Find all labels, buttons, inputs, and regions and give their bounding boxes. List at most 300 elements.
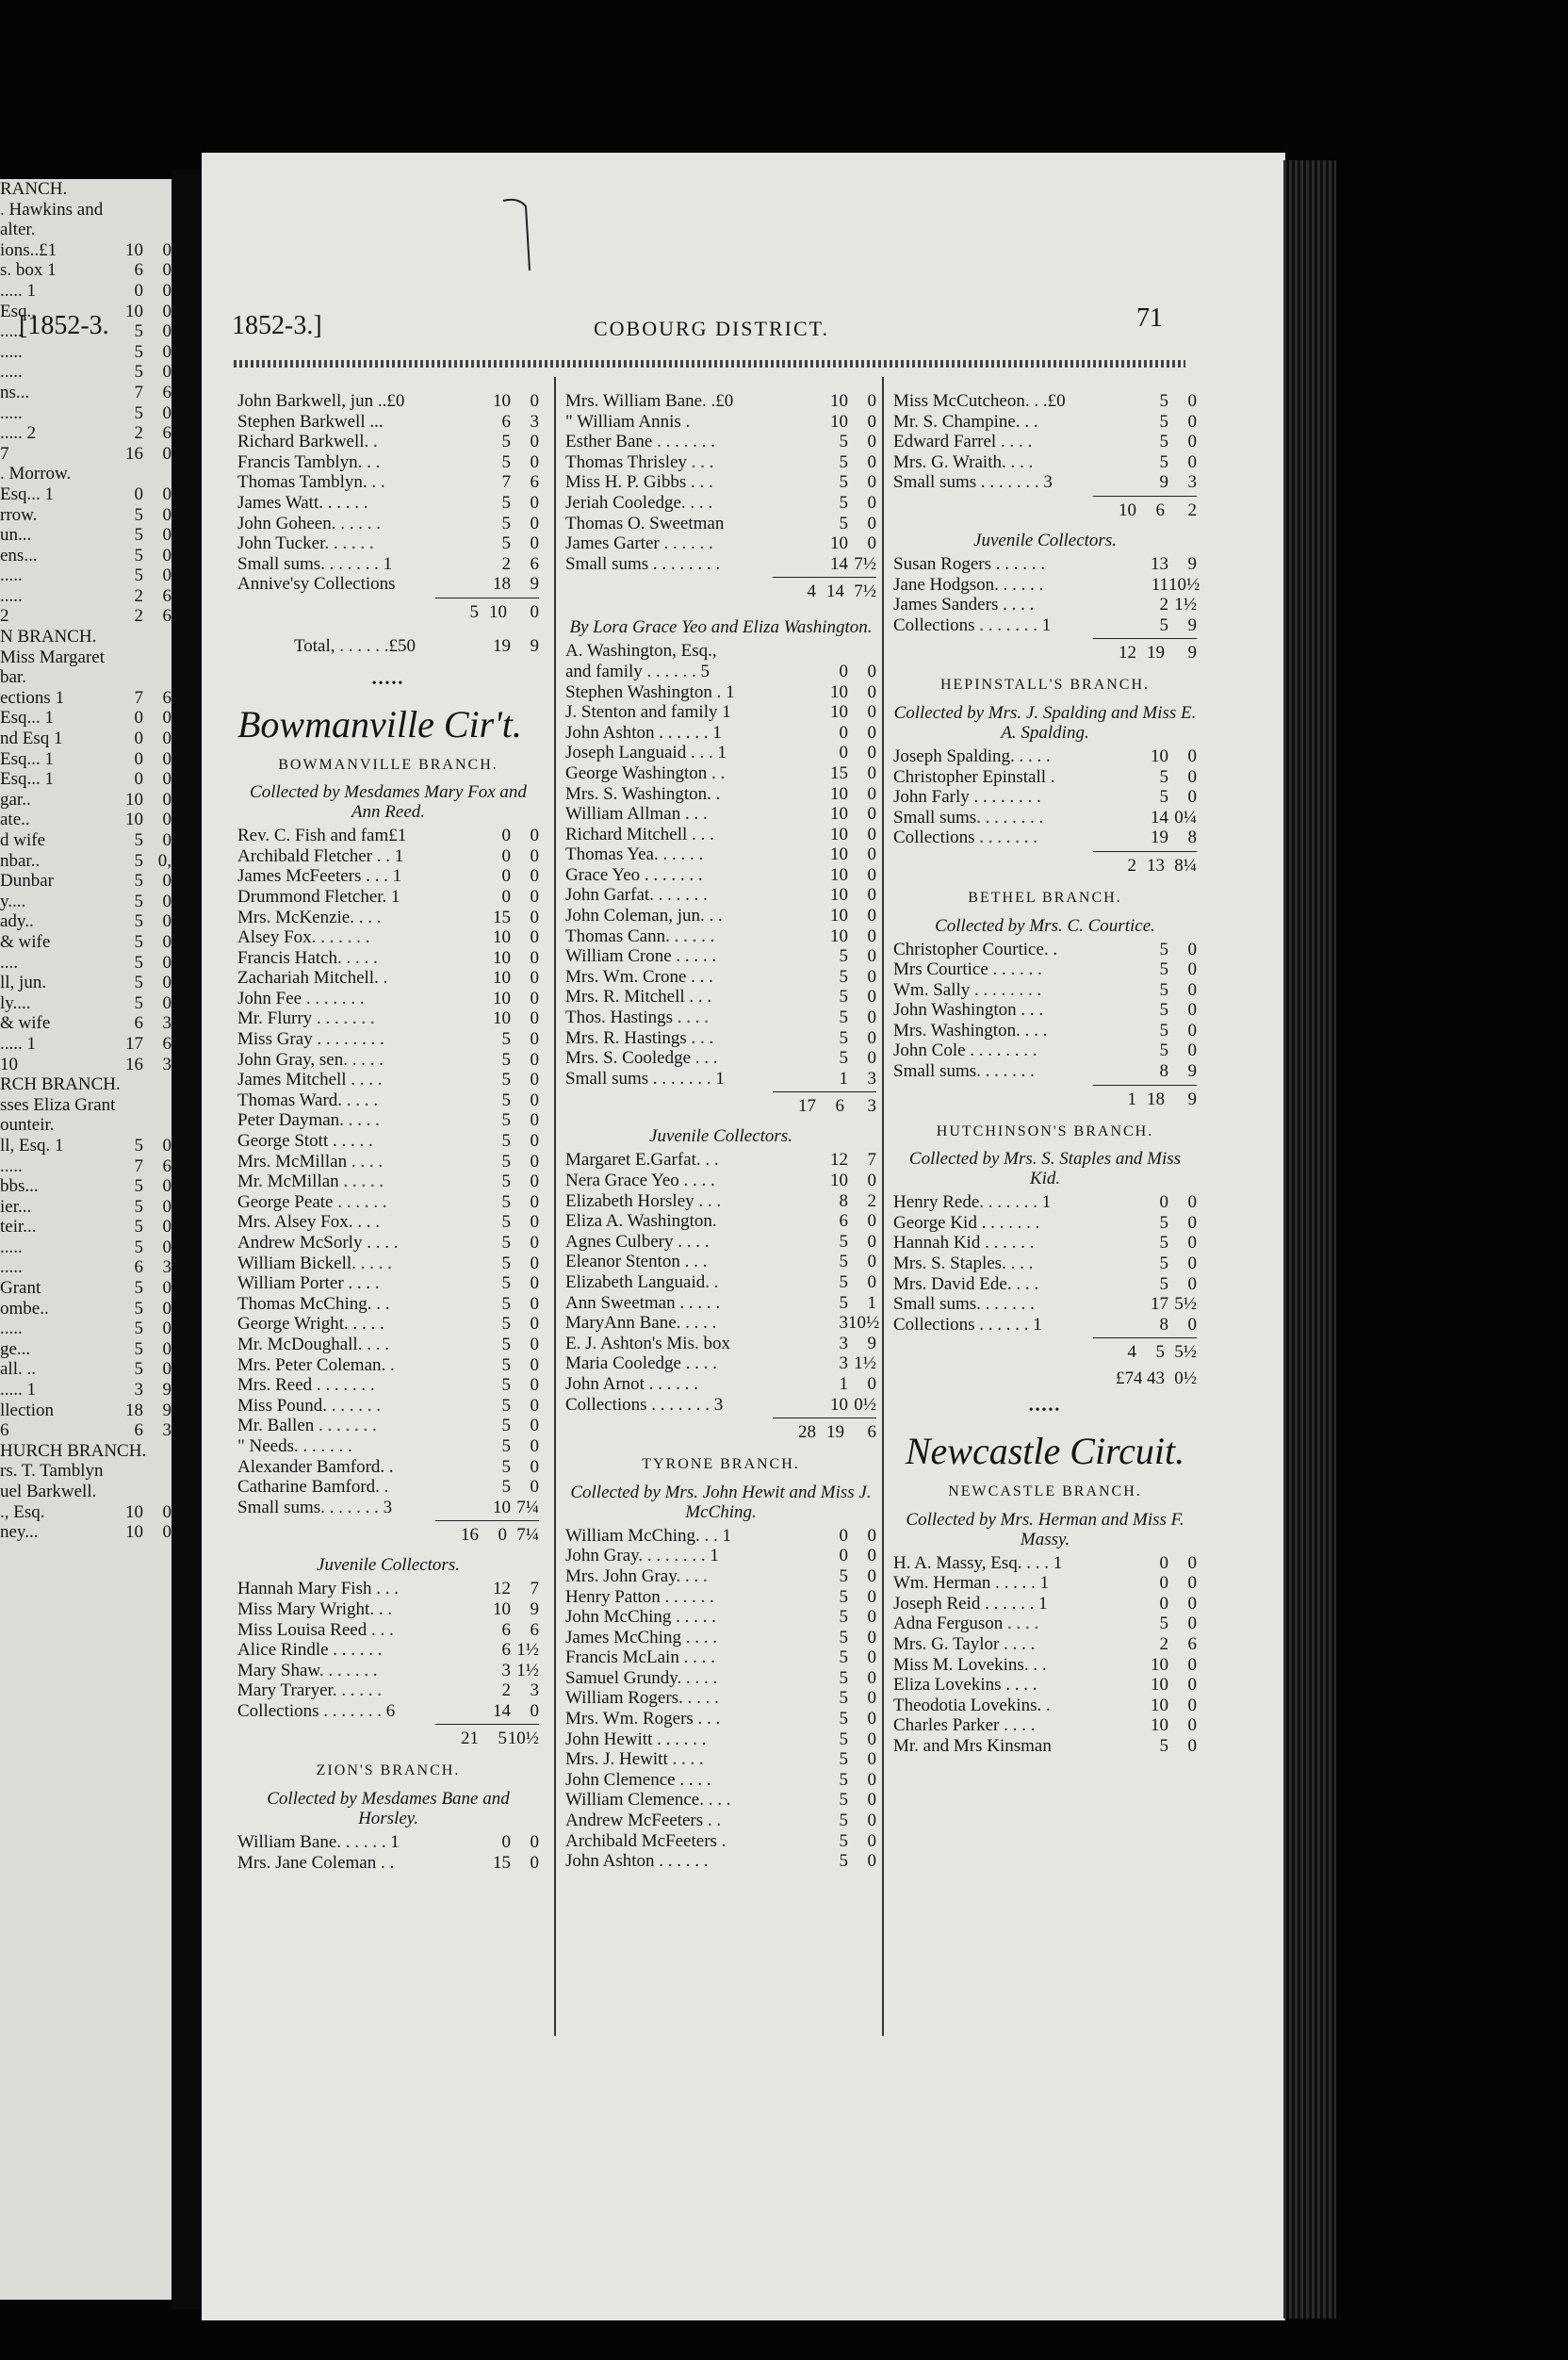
subscriber-name: Miss Pound. . . . . . . xyxy=(237,1395,382,1416)
left-page-cell: 0 xyxy=(134,769,143,790)
amount-pence: 6 xyxy=(530,553,539,574)
left-page-cell: 0 xyxy=(162,871,172,892)
ledger-row xyxy=(237,1599,539,1620)
subscriber-name: Henry Patton . . . . . . xyxy=(565,1586,714,1607)
subscriber-name: George Kid . . . . . . . xyxy=(893,1212,1040,1233)
total-figure: 2 xyxy=(1127,855,1136,876)
subscriber-name: Mrs. McMillan . . . . xyxy=(237,1151,384,1172)
left-page-row xyxy=(0,1441,172,1462)
ledger-row xyxy=(237,826,539,846)
amount-shillings: 10 xyxy=(493,1008,511,1029)
left-page-cell: 5 xyxy=(134,931,143,952)
amount-shillings: 5 xyxy=(1159,391,1168,411)
subtotal-rule xyxy=(1093,1337,1197,1338)
district-total: Total, . . . . . .£50 19 9 xyxy=(294,635,539,656)
left-page-cell: sses Eliza Grant xyxy=(0,1094,116,1115)
subscriber-name: Stephen Barkwell ... xyxy=(237,411,384,432)
subscriber-name: John Barkwell, jun ..£0 xyxy=(237,391,405,411)
ledger-row xyxy=(565,906,876,926)
left-page-row xyxy=(0,525,172,546)
subscriber-name: Thomas Cann. . . . . . xyxy=(565,926,715,946)
amount-shillings: 5 xyxy=(501,1416,511,1436)
amount-shillings: 8 xyxy=(1159,1061,1168,1082)
left-page-cell xyxy=(143,1074,172,1095)
amount-shillings: 5 xyxy=(839,1292,848,1313)
left-page-cell: & wife xyxy=(0,931,51,952)
amount-shillings: 5 xyxy=(501,432,511,452)
amount-pence: 0 xyxy=(1187,979,1197,1000)
amount-pence: 0 xyxy=(867,432,876,452)
amount-pence xyxy=(848,641,876,662)
left-page-cell: ..... xyxy=(0,585,23,606)
left-page-cell: alter. xyxy=(0,220,36,240)
amount-pence: 1½ xyxy=(854,1353,876,1374)
ledger-row xyxy=(565,723,876,744)
subscriber-name: Collections . . . . . . 1 xyxy=(893,1314,1042,1335)
left-page-cell: 0 xyxy=(162,321,172,342)
ledger-row xyxy=(565,1831,876,1852)
ledger-row xyxy=(565,1353,876,1374)
ledger-row xyxy=(893,1655,1197,1676)
ledger-row xyxy=(237,887,539,908)
total-figure: 18 xyxy=(1147,1089,1165,1109)
subscriber-name: Eliza Lovekins . . . . xyxy=(893,1675,1037,1696)
amount-shillings: 5 xyxy=(501,1110,511,1131)
amount-shillings: 5 xyxy=(839,1830,848,1851)
left-page-row xyxy=(0,362,172,383)
ledger-row xyxy=(893,1294,1197,1315)
amount-pence: 0 xyxy=(867,681,876,702)
left-page-row xyxy=(0,260,172,281)
amount-shillings: 3 xyxy=(839,1313,848,1334)
left-page-cell: . Morrow. xyxy=(0,464,72,484)
amount-pence: 0 xyxy=(867,1769,876,1790)
amount-shillings xyxy=(827,641,848,662)
subscriber-name: Jane Hodgson. . . . . . xyxy=(893,574,1044,595)
subscriber-name: Thomas Thrisley . . . xyxy=(565,451,714,472)
total-figure: 7¼ xyxy=(516,1525,539,1546)
left-page-cell xyxy=(143,667,172,688)
ledger-row xyxy=(893,1675,1197,1696)
amount-pence: 0 xyxy=(530,1049,539,1070)
left-page-cell: 5 xyxy=(134,891,143,911)
amount-shillings: 3 xyxy=(839,1353,848,1374)
ledger-row xyxy=(893,1573,1197,1594)
amount-pence: 0 xyxy=(530,432,539,452)
amount-pence: 0 xyxy=(867,783,876,804)
subscriber-name: William Porter . . . . xyxy=(237,1273,380,1294)
amount-shillings: 5 xyxy=(501,1334,511,1354)
amount-shillings: 5 xyxy=(839,1688,848,1709)
amount-pence: 0 xyxy=(867,702,876,723)
left-page-row xyxy=(0,810,172,830)
left-page-cell: ..... xyxy=(0,1257,23,1278)
total-figure: 4 xyxy=(1127,1342,1136,1363)
ledger-row xyxy=(893,391,1197,412)
left-page-row xyxy=(0,281,172,302)
amount-shillings: 10 xyxy=(493,1497,511,1517)
left-page-cell: 0 xyxy=(162,362,172,383)
left-page-cell: 5 xyxy=(134,545,143,565)
subscriber-name: Hannah Kid . . . . . . xyxy=(893,1233,1035,1254)
amount-pence: 0 xyxy=(867,762,876,783)
amount-pence: 0 xyxy=(1187,1212,1197,1233)
left-page-cell: 5 xyxy=(134,1176,143,1197)
left-page-cell: Miss Margaret xyxy=(0,647,105,667)
left-page-row xyxy=(0,444,172,465)
amount-shillings: 5 xyxy=(839,1252,848,1272)
subscriber-name: MaryAnn Bane. . . . . xyxy=(565,1313,717,1334)
left-page-cell: 6 xyxy=(0,1420,9,1441)
ledger-row xyxy=(237,1110,539,1131)
left-page-cell: 5 xyxy=(134,341,143,362)
total-figure: 10 xyxy=(489,601,507,622)
left-page-row xyxy=(0,220,172,240)
amount-shillings: 19 xyxy=(1151,828,1168,848)
left-page-cell: 0 xyxy=(134,483,143,504)
ledger-row xyxy=(237,1090,539,1111)
ledger-row xyxy=(893,828,1197,848)
subscriber-name: Mrs. Jane Coleman . . xyxy=(237,1852,395,1873)
amount-shillings: 5 xyxy=(1159,1000,1168,1021)
left-page-row xyxy=(0,1136,172,1156)
amount-pence: 0 xyxy=(530,1110,539,1131)
subscriber-name: Mrs. McKenzie. . . . xyxy=(237,907,382,927)
ledger-row xyxy=(565,1028,876,1049)
amount-shillings: 5 xyxy=(501,1212,511,1233)
total-figure: 21 xyxy=(461,1729,479,1749)
subscriber-name: Charles Parker . . . . xyxy=(893,1715,1036,1736)
subtotal-rule xyxy=(1093,1085,1197,1086)
amount-pence: 0 xyxy=(867,987,876,1008)
amount-pence: 0 xyxy=(530,1395,539,1416)
left-page-cell: Esq... 1 xyxy=(0,769,54,790)
book-gutter xyxy=(172,170,204,2309)
amount-pence: 0 xyxy=(530,1700,539,1721)
amount-pence: 0 xyxy=(530,1416,539,1436)
subscriber-name: George Washington . . xyxy=(565,762,726,783)
left-page-cell: 2 xyxy=(134,585,143,606)
subscriber-name: Small sums . . . . . . . 1 xyxy=(565,1068,725,1089)
subscriber-name: John Arnot . . . . . . xyxy=(565,1373,698,1394)
amount-pence: 0 xyxy=(530,1456,539,1477)
subscriber-name: John Garfat. . . . . . . xyxy=(565,885,708,906)
left-page-row xyxy=(0,1522,172,1543)
amount-pence: 0 xyxy=(867,513,876,533)
amount-pence: 7 xyxy=(530,1579,539,1599)
amount-shillings: 10 xyxy=(493,1598,511,1619)
total-figure: 14 xyxy=(826,582,844,602)
ledger-row xyxy=(565,1150,876,1171)
subscriber-name: Eleanor Stenton . . . xyxy=(565,1252,708,1272)
ledger-row xyxy=(893,574,1200,596)
amount-shillings: 0 xyxy=(501,866,511,887)
ledger-row xyxy=(565,1252,876,1272)
amount-pence: 0 xyxy=(867,492,876,513)
amount-pence: 0 xyxy=(867,844,876,865)
subscriber-name: Samuel Grundy. . . . . xyxy=(565,1667,718,1688)
circuit-title: Bowmanville Cir't. xyxy=(237,702,522,746)
subscriber-name: John Ashton . . . . . . 1 xyxy=(565,722,722,743)
amount-shillings: 10 xyxy=(830,824,848,844)
total-figure: 1 xyxy=(1127,1089,1136,1109)
amount-pence: 0 xyxy=(867,1607,876,1628)
ledger-row xyxy=(237,948,539,969)
ledger-row xyxy=(565,1546,876,1566)
left-page-cell xyxy=(122,647,143,668)
left-page-cell: 0 xyxy=(162,402,172,423)
left-page-cell: 0 xyxy=(162,830,172,850)
left-page-row xyxy=(0,871,172,892)
subscriber-name: Esther Bane . . . . . . . xyxy=(565,432,715,452)
subscriber-name: Wm. Sally . . . . . . . . xyxy=(893,979,1042,1000)
subscriber-name: Mr. and Mrs Kinsman xyxy=(893,1735,1052,1756)
subscriber-name: Collections . . . . . . . xyxy=(893,828,1038,848)
subscriber-name: Adna Ferguson . . . . xyxy=(893,1614,1039,1634)
amount-pence: 0 xyxy=(867,472,876,493)
left-page-cell: ..... 2 xyxy=(0,423,36,444)
amount-pence: 0 xyxy=(867,1027,876,1048)
left-page-cell: 7 xyxy=(134,687,143,708)
amount-pence: 0 xyxy=(530,826,539,846)
ledger-row xyxy=(893,554,1197,575)
juvenile-list xyxy=(565,1150,880,1415)
subscriber-name: Joseph Spalding. . . . . xyxy=(893,746,1051,766)
left-page-cell: 5 xyxy=(134,321,143,342)
subscriber-name: Mrs. Reed . . . . . . . xyxy=(237,1375,375,1396)
left-page-cell: .... xyxy=(0,952,18,973)
subscriber-name: William McChing. . . 1 xyxy=(565,1525,732,1546)
ledger-row xyxy=(565,702,876,723)
amount-pence: 0 xyxy=(530,1832,539,1853)
amount-pence: 0 xyxy=(1187,451,1197,472)
left-page-row xyxy=(0,953,172,974)
left-page-cell: 0 xyxy=(162,1319,172,1339)
left-page-row xyxy=(0,1278,172,1299)
left-page-cell: Esq... 1 xyxy=(0,748,54,769)
ledger-row xyxy=(893,787,1197,808)
left-page-cell: 10 xyxy=(125,1522,143,1543)
amount-pence: 0 xyxy=(867,1851,876,1872)
juvenile-list xyxy=(237,1579,539,1721)
branch-heading: ZION'S BRANCH. xyxy=(316,1762,461,1779)
amount-pence: 8 xyxy=(1187,828,1197,848)
left-page-row xyxy=(0,627,172,647)
left-page-cell xyxy=(143,1095,172,1116)
amount-pence: 0 xyxy=(867,1586,876,1607)
ledger-row xyxy=(565,1607,876,1628)
left-page-row xyxy=(0,484,172,505)
amount-shillings: 3 xyxy=(501,1660,511,1680)
left-page-cell: 0 xyxy=(162,1278,172,1299)
amount-pence: 0 xyxy=(1187,1041,1197,1061)
ledger-row xyxy=(565,763,876,784)
amount-pence: 0 xyxy=(1187,1273,1197,1294)
ledger-row xyxy=(565,926,876,947)
left-page-cell: ..... 1 xyxy=(0,1033,36,1054)
ledger-row xyxy=(893,1614,1197,1634)
ledger-row xyxy=(565,1313,880,1334)
subscriber-name: Theodotia Lovekins. . xyxy=(893,1695,1051,1715)
ledger-row xyxy=(565,784,876,805)
left-page-cell: 0 xyxy=(162,1359,172,1380)
amount-pence: 0 xyxy=(867,1709,876,1729)
subscriber-name: William Bickell. . . . . xyxy=(237,1253,392,1273)
left-page-cell: & wife xyxy=(0,1013,51,1034)
amount-shillings: 5 xyxy=(839,1729,848,1749)
left-page-cell xyxy=(122,1482,143,1502)
subscriber-name: John Hewitt . . . . . . xyxy=(565,1729,707,1749)
amount-shillings: 5 xyxy=(839,472,848,493)
subscriber-name: Mrs. Alsey Fox. . . . xyxy=(237,1212,380,1233)
amount-shillings: 17 xyxy=(1151,1294,1168,1315)
amount-pence: 0 xyxy=(1187,939,1197,959)
subscriber-name: William Crone . . . . . xyxy=(565,946,717,967)
amount-shillings: 5 xyxy=(501,1354,511,1375)
amount-pence: 0 xyxy=(530,988,539,1008)
amount-pence: 0 xyxy=(1187,1735,1197,1756)
amount-pence: 1½ xyxy=(516,1640,539,1661)
subtotal-2 xyxy=(237,1525,539,1548)
ledger-row xyxy=(237,1070,539,1090)
amount-shillings: 5 xyxy=(839,1790,848,1811)
left-page-cell: Grant xyxy=(0,1278,41,1299)
ledger-row xyxy=(893,1021,1197,1041)
left-page-cell: ney... xyxy=(0,1522,39,1543)
amount-pence: 0 xyxy=(1187,766,1197,787)
left-page-cell: ections 1 xyxy=(0,687,65,708)
ledger-row xyxy=(237,1457,539,1478)
left-page-cell: 0 xyxy=(162,729,172,749)
ledger-row xyxy=(237,1640,539,1661)
ledger-row xyxy=(237,1294,539,1315)
branch-heading: HUTCHINSON'S BRANCH. xyxy=(936,1123,1154,1139)
amount-pence: 0 xyxy=(530,391,539,411)
amount-shillings: 5 xyxy=(1159,1735,1168,1756)
total-figure: 0½ xyxy=(1174,1368,1197,1389)
amount-pence: 0 xyxy=(867,966,876,987)
subscriber-name: Mrs. R. Mitchell . . . xyxy=(565,987,712,1008)
subscriber-name: Annive'sy Collections xyxy=(237,574,396,595)
juvenile-heading: Juvenile Collectors. xyxy=(973,530,1117,550)
ledger-row xyxy=(565,865,876,886)
amount-pence: 0 xyxy=(1187,1715,1197,1736)
total-figure: 5 xyxy=(1155,1342,1165,1363)
ledger-row xyxy=(237,1254,539,1274)
left-page-cell: ate.. xyxy=(0,810,30,830)
left-page-row xyxy=(0,179,172,200)
left-page-cell: N BRANCH. xyxy=(0,627,97,647)
subscriber-name: Margaret E.Garfat. . . xyxy=(565,1150,719,1171)
subtotal-rule xyxy=(1093,638,1197,639)
left-page-row xyxy=(0,606,172,627)
total-figure: 4 xyxy=(807,582,816,602)
ledger-row xyxy=(237,846,539,867)
ledger-row xyxy=(565,554,876,575)
amount-shillings: 1 xyxy=(839,1068,848,1089)
left-page-cell: 5 xyxy=(134,850,143,871)
subscriber-name: Miss H. P. Gibbs . . . xyxy=(565,472,713,493)
ledger-row xyxy=(237,989,539,1009)
ledger-row xyxy=(893,615,1197,636)
amount-shillings: 15 xyxy=(830,762,848,783)
left-page-cell: gar.. xyxy=(0,789,31,810)
left-page-row xyxy=(0,383,172,403)
amount-shillings: 0 xyxy=(501,886,511,907)
branch-heading: HEPINSTALL'S BRANCH. xyxy=(939,677,1151,694)
ledger-row xyxy=(237,1273,539,1294)
total-figure: 5½ xyxy=(1174,1342,1197,1363)
amount-shillings: 5 xyxy=(501,513,511,533)
amount-shillings: 5 xyxy=(839,513,848,533)
subscriber-name: Rev. C. Fish and fam£1 xyxy=(237,826,407,846)
amount-pence: 0 xyxy=(867,1231,876,1252)
subtotal-5 xyxy=(893,1342,1197,1365)
ledger-row xyxy=(565,1770,876,1791)
amount-pence: 0 xyxy=(867,1647,876,1668)
left-page-row xyxy=(0,1461,172,1482)
amount-shillings: 5 xyxy=(501,1435,511,1456)
ledger-row xyxy=(237,514,539,534)
left-page-cell: Esq... 1 xyxy=(0,708,54,729)
left-page-cell: ombe.. xyxy=(0,1298,49,1319)
subscriber-name: Thomas O. Sweetman xyxy=(565,513,725,533)
left-page-cell: 0 xyxy=(162,280,172,301)
subscriber-name: Francis Tamblyn. . . xyxy=(237,451,381,472)
left-page-cell: 5 xyxy=(134,1217,143,1237)
amount-pence: 0 xyxy=(530,492,539,513)
amount-pence: 0 xyxy=(867,1811,876,1831)
ledger-row xyxy=(565,743,876,763)
amount-shillings: 10 xyxy=(1151,1695,1168,1715)
left-page-cell: 5 xyxy=(134,992,143,1013)
amount-pence: 1½ xyxy=(1174,595,1197,615)
left-page-cell: teir... xyxy=(0,1217,37,1237)
amount-shillings: 5 xyxy=(1159,1233,1168,1254)
total-figure: 3 xyxy=(867,1096,876,1117)
left-page-cell: ..... xyxy=(0,1155,23,1176)
subscriber-name: George Wright. . . . . xyxy=(237,1314,384,1335)
subscriber-name: Mrs. William Bane. .£0 xyxy=(565,391,734,411)
left-page-row xyxy=(0,423,172,444)
amount-shillings: 2 xyxy=(501,553,511,574)
amount-pence: 0 xyxy=(530,1334,539,1354)
ledger-row xyxy=(237,391,539,412)
left-page-row xyxy=(0,1482,172,1502)
amount-pence: 3 xyxy=(867,1068,876,1089)
total-figure: 6 xyxy=(835,1096,844,1117)
ledger-row xyxy=(565,1811,876,1831)
amount-pence: 0 xyxy=(867,1252,876,1272)
left-page-cell: 10 xyxy=(0,1054,18,1074)
amount-pence: 0 xyxy=(867,926,876,946)
ledger-row xyxy=(565,1395,876,1416)
amount-shillings: 5 xyxy=(839,1008,848,1028)
amount-shillings: 14 xyxy=(830,553,848,574)
amount-shillings: 0 xyxy=(1159,1552,1168,1573)
ledger-row xyxy=(565,1749,876,1770)
amount-shillings: 5 xyxy=(1159,959,1168,980)
amount-shillings: 5 xyxy=(839,946,848,967)
amount-shillings: 5 xyxy=(501,1172,511,1192)
left-page-row xyxy=(0,565,172,586)
amount-pence: 0 xyxy=(1187,1654,1197,1675)
amount-pence: 0 xyxy=(867,1546,876,1566)
amount-shillings: 6 xyxy=(501,411,511,432)
total-figure: 5 xyxy=(498,1729,507,1749)
ledger-row xyxy=(565,533,876,554)
amount-pence: 9 xyxy=(1187,1061,1197,1082)
